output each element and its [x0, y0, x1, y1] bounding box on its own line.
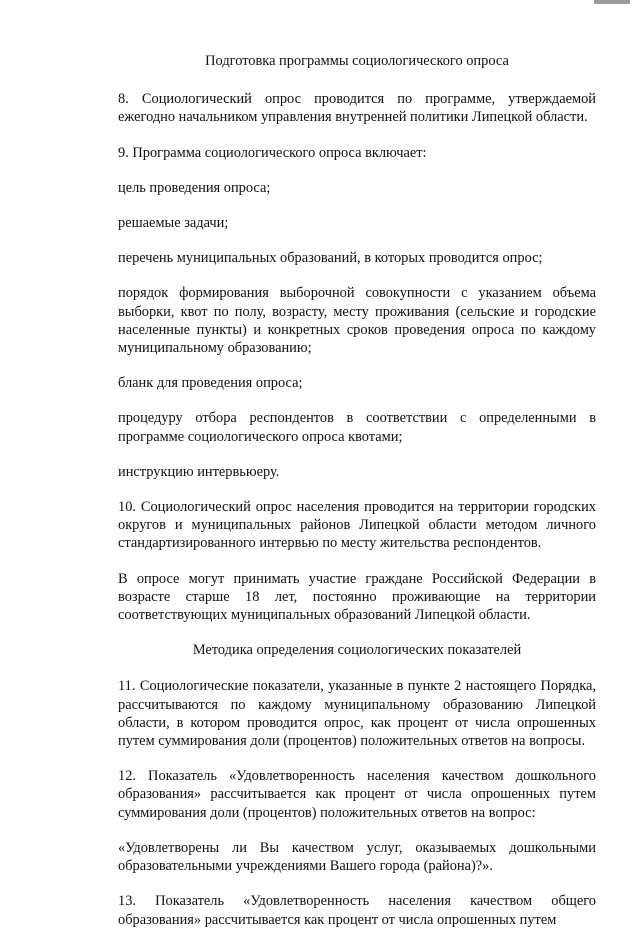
section-heading-program: Подготовка программы социологического опроса [205, 53, 509, 69]
paragraph-8: 8. Социологический опрос проводится по программе, утверждаемой ежегодно начальником управления внутренней политики Липецкой области. [118, 91, 596, 126]
list-item-goal: цель проведения опроса; [118, 179, 271, 196]
list-item-sampling: порядок формирования выборочной совокупности с указанием объема выборки, квот по полу, возрасту, месту проживания (сельские и городские населенные пункты) и конкретных сроков проведения опроса по каждому муниципальному образованию; [118, 285, 596, 357]
section-program-body [118, 90, 596, 624]
paragraph-10: 10. Социологический опрос населения проводится на территории городских округов и муниципальных районов Липецкой области методом личного стандартизированного интервью по месту жительства респондентов. [118, 499, 596, 552]
section-methodology-body [118, 677, 596, 928]
paragraph-13: 13. Показатель «Удовлетворенность населения качеством общего образования» рассчитывается как процент от числа опрошенных путем [118, 893, 596, 928]
list-item-municipalities: перечень муниципальных образований, в которых проводится опрос; [118, 250, 543, 267]
paragraph-9: 9. Программа социологического опроса включает: [118, 144, 427, 161]
scan-corner-mark [594, 0, 630, 4]
list-item-instruction: инструкцию интервьюеру. [118, 463, 280, 480]
list-item-tasks: решаемые задачи; [118, 215, 229, 232]
paragraph-12: 12. Показатель «Удовлетворенность населения качеством дошкольного образования» рассчитывается как процент от числа опрошенных путем суммирования доли (процентов) положительных ответов на вопрос: [118, 768, 596, 821]
paragraph-11: 11. Социологические показатели, указанные в пункте 2 настоящего Порядка, рассчитываются по каждому муниципальному образованию Липецкой области, в котором проводится опрос, как процент от числа опрошенных путем суммирования доли (процентов) положительных ответов на вопросы. [118, 678, 596, 750]
document-page [118, 52, 596, 946]
section-heading-methodology: Методика определения социологических показателей [192, 642, 522, 659]
list-item-form: бланк для проведения опроса; [118, 375, 303, 392]
paragraph-participants: В опросе могут принимать участие граждане Российской Федерации в возрасте старше 18 лет, постоянно проживающие на территории соответствующих муниципальных образований Липецкой области. [118, 570, 596, 624]
paragraph-question: «Удовлетворены ли Вы качеством услуг, оказываемых дошкольными образовательными учреждениями Вашего города (района)?». [118, 839, 596, 875]
list-item-selection: процедуру отбора респондентов в соответствии с определенными в программе социологического опроса квотами; [118, 410, 596, 445]
